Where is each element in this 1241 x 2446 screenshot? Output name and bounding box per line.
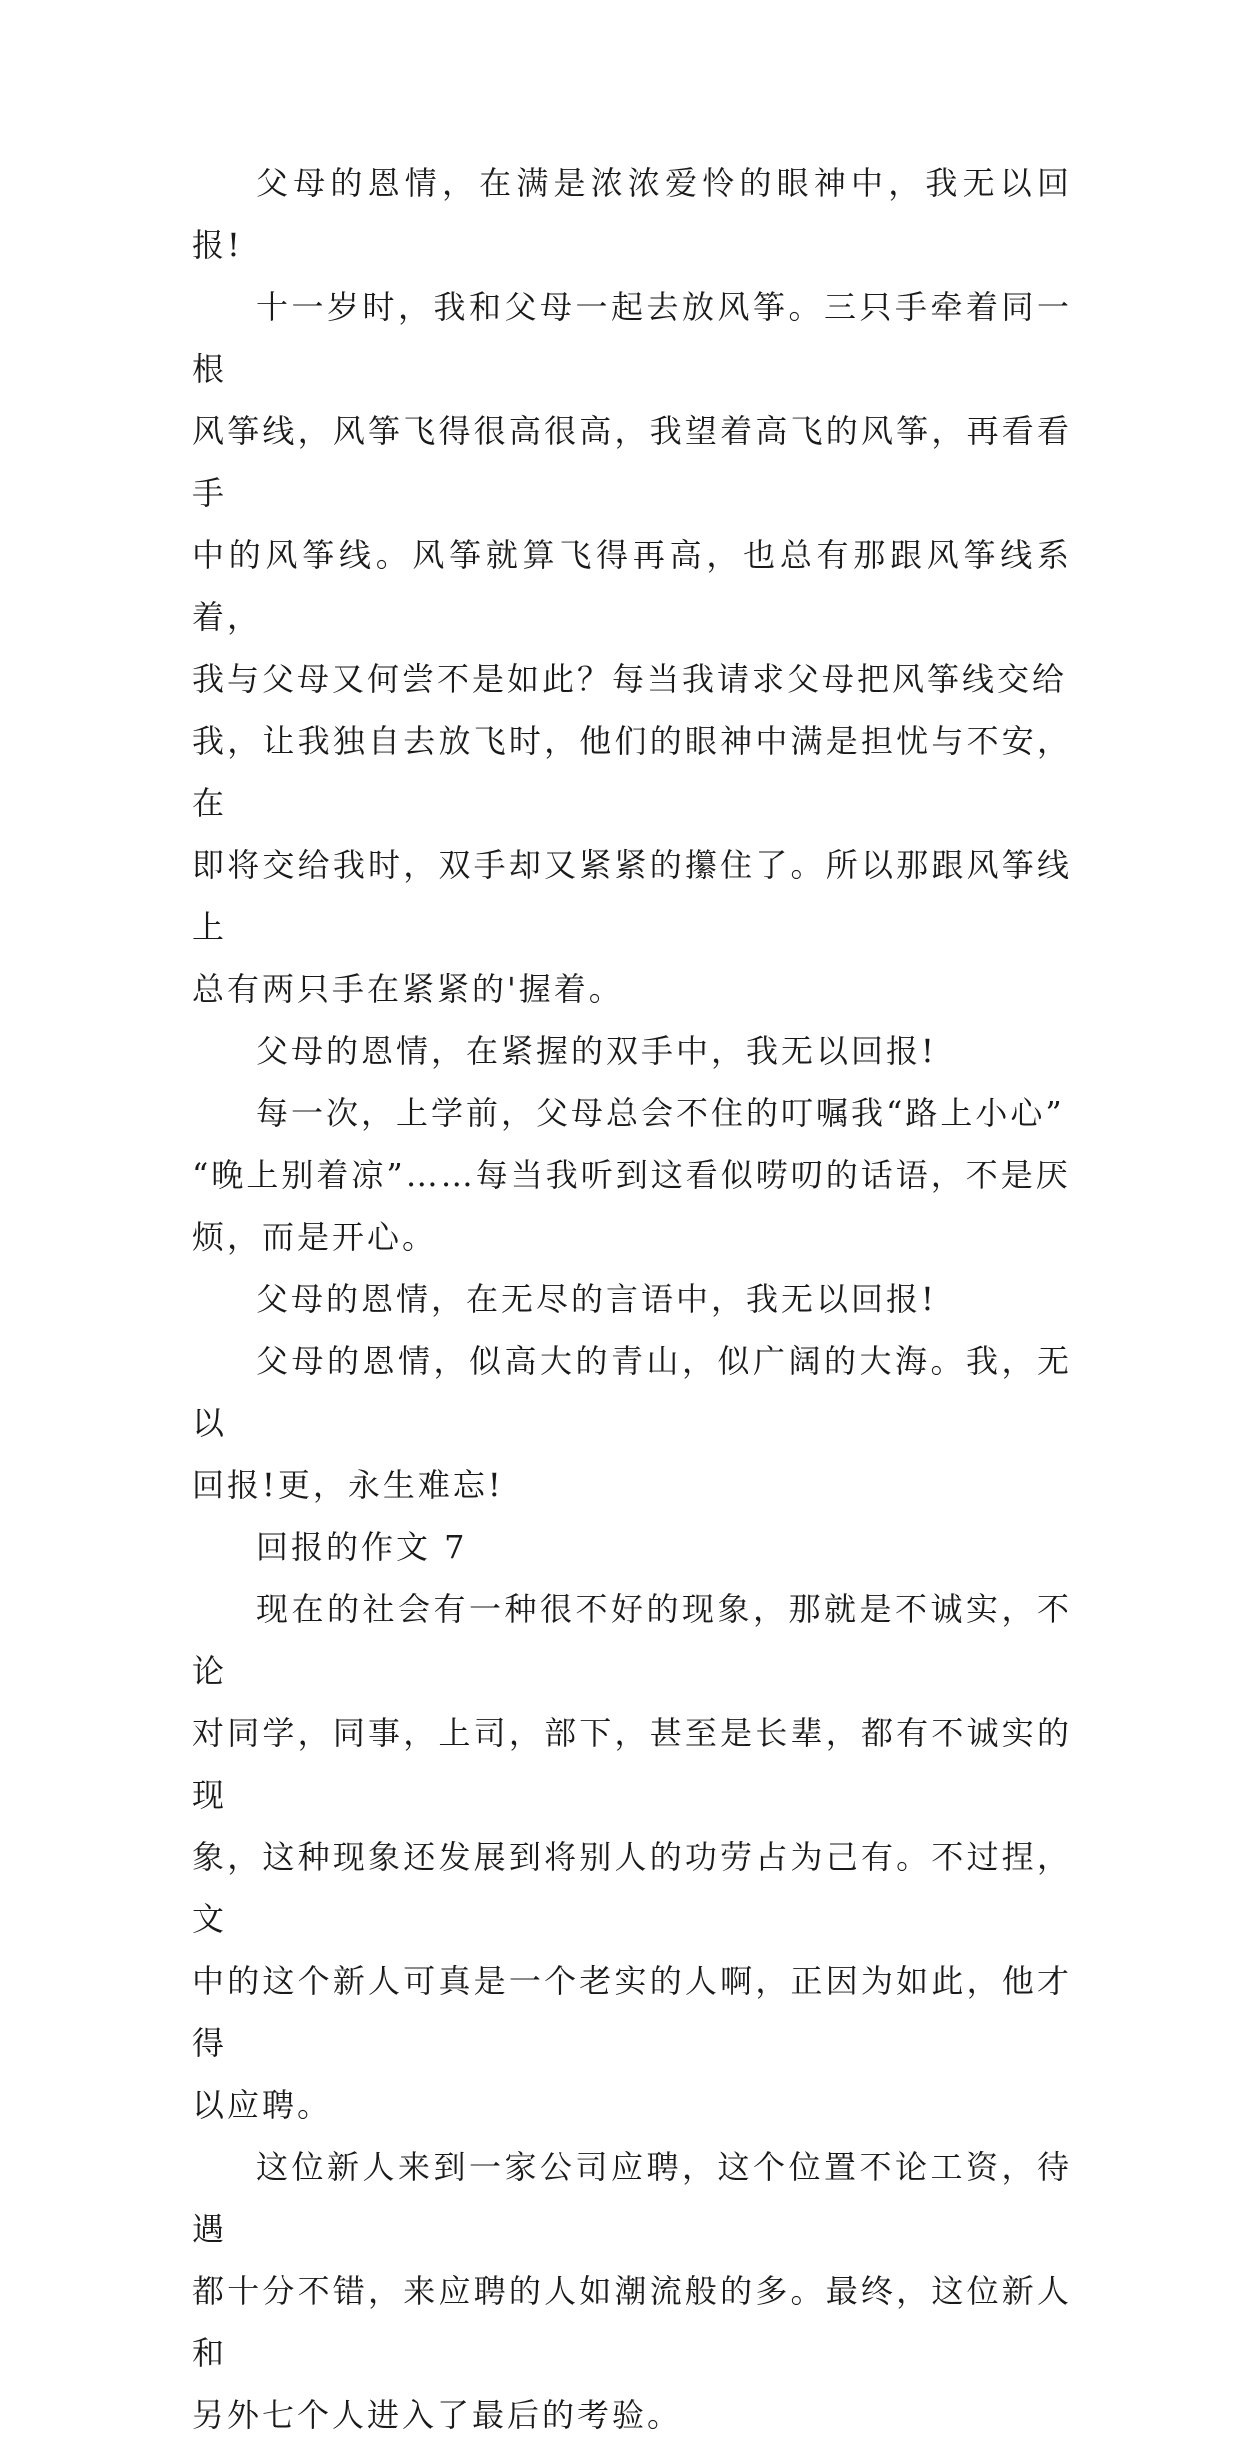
paragraph: 父母的恩情，在无尽的言语中，我无以回报! [256, 1280, 937, 1318]
paragraph: 父母的恩情，在紧握的双手中，我无以回报! [256, 1032, 937, 1070]
section-heading: 回报的作文 7 [256, 1528, 468, 1566]
document-page [192, 152, 1072, 2446]
paragraph: 父母的恩情，在满是浓浓爱怜的眼神中，我无以回报! [192, 164, 1072, 264]
paragraph: 每一次，上学前，父母总会不住的叮嘱我“路上小心” “晚上别着凉”……每当我听到这看似唠叨的话语，不是厌 烦，而是开心。 [192, 1094, 1071, 1256]
paragraph: 现在的社会有一种很不好的现象，那就是不诚实，不论 对同学，同事，上司，部下，甚至是长辈，都有不诚实的现 象，这种现象还发展到将别人的功劳占为己有。不过捏，文 中的这个新人可真是一个老实的人啊，正因为如此，他才得 以应聘。 [192, 1590, 1072, 2124]
paragraph: 父母的恩情，似高大的青山，似广阔的大海。我，无以 回报!更，永生难忘! [192, 1342, 1072, 1504]
paragraph: 这位新人来到一家公司应聘，这个位置不论工资，待遇 都十分不错，来应聘的人如潮流般的多。最终，这位新人和 另外七个人进入了最后的考验。 [192, 2148, 1072, 2434]
paragraph: 十一岁时，我和父母一起去放风筝。三只手牵着同一根 风筝线，风筝飞得很高很高，我望着高飞的风筝，再看看手 中的风筝线。风筝就算飞得再高，也总有那跟风筝线系着， 我与父母又何尝不是如此？每当我请求父母把风筝线交给 我，让我独自去放飞时，他们的眼神中满是担忧与不安，在 即将交给我时，双手却又紧紧的攥住了。所以那跟风筝线上 总有两只手在紧紧的'握着。 [192, 288, 1072, 1008]
